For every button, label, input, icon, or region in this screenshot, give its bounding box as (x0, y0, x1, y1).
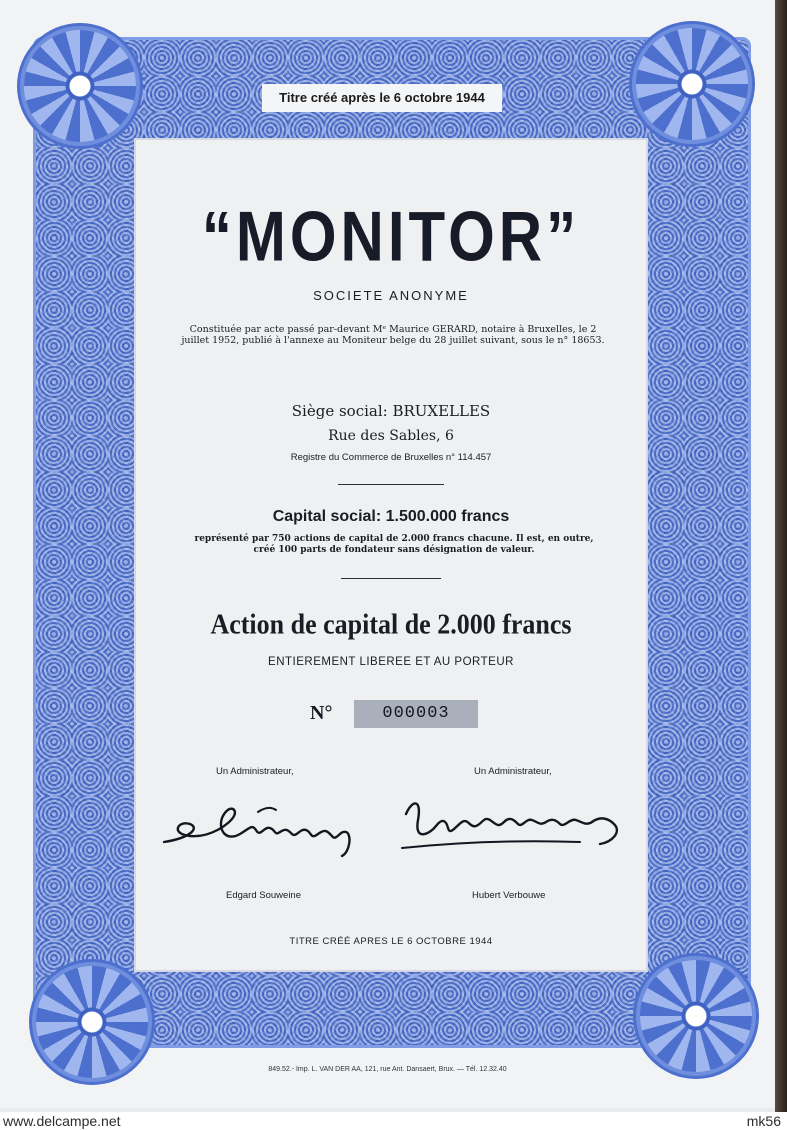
registered-office: Siège social: BRUXELLES (291, 402, 491, 420)
trade-registry: Registre du Commerce de Bruxelles n° 114.457 (290, 452, 492, 463)
administrator-name-right: Hubert Verbouwe (472, 890, 546, 901)
footer-title: TITRE CRÉÉ APRES LE 6 OCTOBRE 1944 (289, 936, 493, 947)
watermark-seller: mk56 (746, 1113, 781, 1129)
watermark-bar (0, 1112, 787, 1130)
capital-detail: représenté par 750 actions de capital de 2.000 francs chacune. Il est, en outre, créé 100 parts de fondateur sans désignation de valeur. (194, 534, 594, 555)
certificate-text-panel (134, 138, 648, 972)
company-name: “MONITOR” (201, 196, 581, 277)
corner-rosette-top-right (636, 28, 748, 140)
photo-background-edge (775, 0, 787, 1112)
share-subtitle: ENTIEREMENT LIBEREE ET AU PORTEUR (268, 656, 514, 668)
administrator-label-right: Un Administrateur, (474, 766, 552, 777)
share-title: Action de capital de 2.000 francs (210, 608, 572, 641)
capital-social: Capital social: 1.500.000 francs (272, 508, 510, 525)
administrator-label-left: Un Administrateur, (216, 766, 294, 777)
street-address: Rue des Sables, 6 (328, 428, 454, 444)
divider-rule (341, 578, 441, 579)
corner-rosette-bottom-left (36, 966, 148, 1078)
watermark-site: www.delcampe.net (3, 1113, 121, 1129)
signature-right (400, 790, 630, 860)
administrator-name-left: Edgard Souweine (226, 890, 301, 901)
signature-left (160, 790, 370, 860)
title-creation-label: Titre créé après le 6 octobre 1944 (262, 84, 502, 112)
divider-rule (338, 484, 444, 485)
constitution-text: Constituée par acte passé par-devant Mᵉ Maurice GERARD, notaire à Bruxelles, le 2 juillet 1952, publié à l'annexe au Moniteur belge du 28 juillet suivant, sous le n° 18653. (181, 324, 605, 346)
corner-rosette-top-left (24, 30, 136, 142)
company-form: SOCIETE ANONYME (313, 288, 469, 303)
corner-rosette-bottom-right (640, 960, 752, 1072)
number-value: 000003 (354, 700, 478, 728)
printer-imprint: 849.52.- Imp. L. VAN DER AA, 121, rue Ant. Dansaert, Brux. — Tél. 12.32.40 (268, 1066, 507, 1073)
number-prefix: N° (310, 702, 333, 724)
